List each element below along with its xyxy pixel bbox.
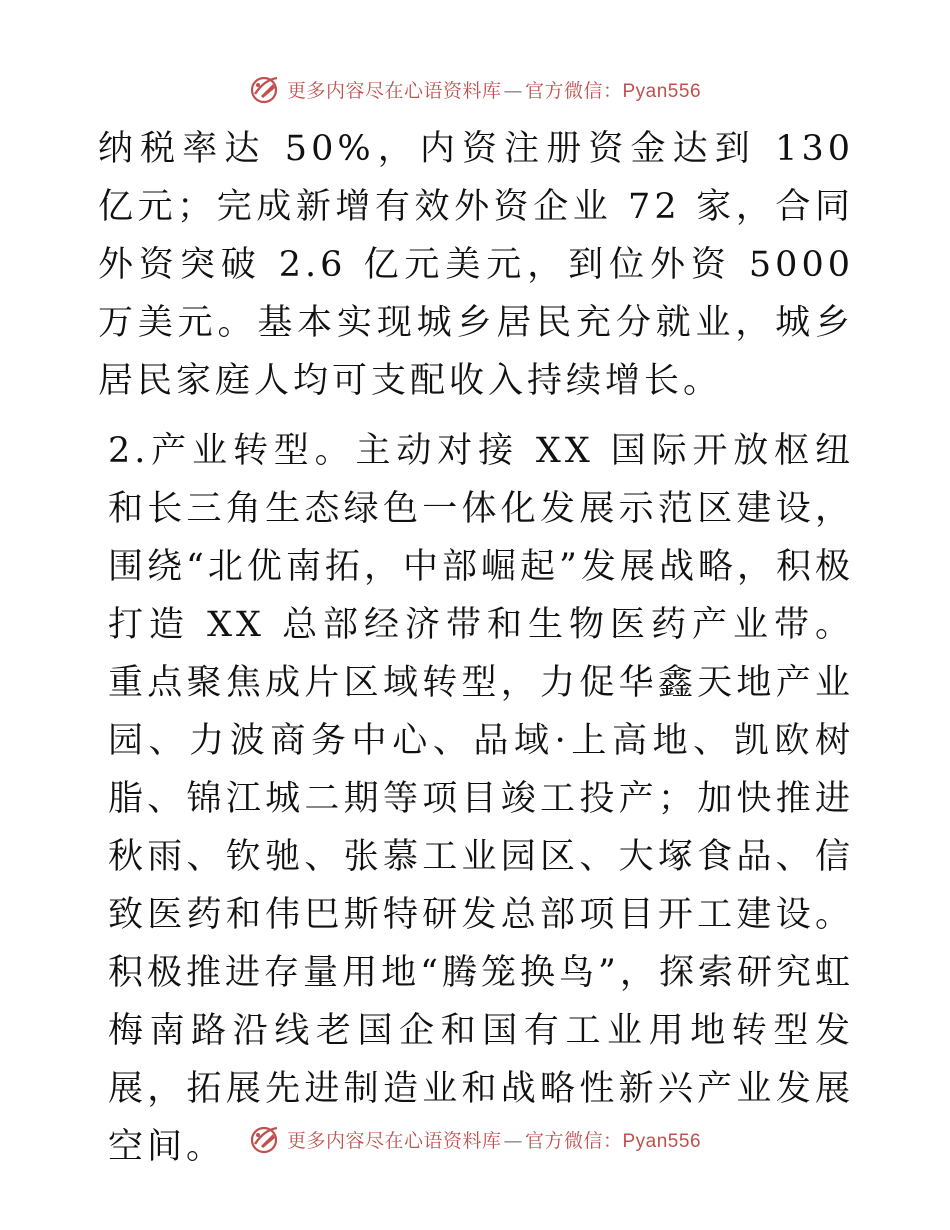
watermark-brand: 更多内容尽在心语资料库: [286, 1129, 502, 1152]
watermark-brand: 更多内容尽在心语资料库: [286, 79, 502, 102]
brand-logo-icon: [249, 74, 283, 104]
watermark-wechat-label: 官方微信：: [524, 1129, 623, 1152]
header-watermark: [0, 74, 950, 104]
body-paragraph: 纳税率达 50%，内资注册资金达到 130 亿元；完成新增有效外资企业 72 家，合同外资突破 2.6 亿元美元，到位外资 5000 万美元。基本实现城乡居民充分就业，城乡居民家庭人均可支配收入持续增长。: [98, 129, 854, 401]
footer-watermark: [0, 1124, 950, 1154]
watermark-separator: —: [503, 79, 523, 102]
body-paragraph: 2.产业转型。主动对接 XX 国际开放枢纽和长三角生态绿色一体化发展示范区建设，围绕“北优南拓，中部崛起”发展战略，积极打造 XX 总部经济带和生物医药产业带。重点聚焦成片区域转型，力促华鑫天地产业园、力波商务中心、品域·上高地、凯欧树脂、锦江城二期等项目竣工投产；加快推进秋雨、钦驰、张慕工业园区、大塚食品、信致医药和伟巴斯特研发总部项目开工建设。积极推进存量用地“腾笼换鸟”，探索研究虹梅南路沿线老国企和国有工业用地转型发展，拓展先进制造业和战略性新兴产业发展空间。: [108, 431, 854, 1167]
document-body: [98, 120, 854, 1176]
watermark-wechat-id: Pyan556: [622, 80, 702, 102]
watermark-separator: —: [503, 1129, 523, 1152]
watermark-wechat-id: Pyan556: [622, 1130, 702, 1152]
brand-logo-icon: [249, 1124, 283, 1154]
watermark-wechat-label: 官方微信：: [524, 79, 623, 102]
